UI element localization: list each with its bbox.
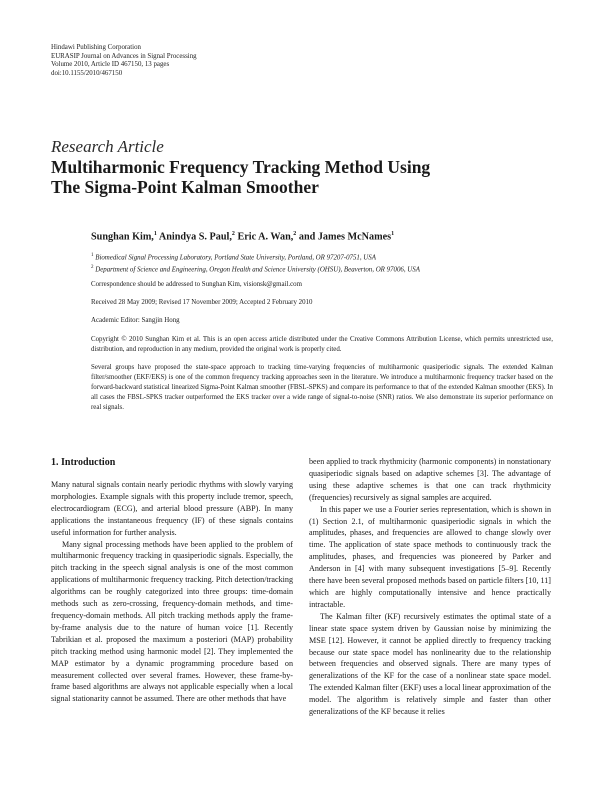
abstract: Several groups have proposed the state-space approach to tracking time-varying frequencies of multiharmonic quasiperiodic signals. The extended Kalman filter/smoother (EKF/EKS) is one of the common frequency tracking approaches seen in the literature. We introduce a multiharmonic frequency tracker based on the forward-backward statistical linearized Sigma-Point Kalman smoother (FBSL-SPKS) and compare its performance to that of the extended Kalman smoother (EKS). In all cases the FBSL-SPKS tracker outperformed the EKS tracker over a wide range of signal-to-noise (SNR) ratios. We also demonstrate its superior performance on real signals. [91,364,553,412]
affiliation-text: Biomedical Signal Processing Laboratory, Portland State University, Portland, OR 97207-0751, USA [95,254,376,262]
affiliations [91,251,420,276]
copyright-notice: Copyright © 2010 Sunghan Kim et al. This is an open access article distributed under the Creative Commons Attribution License, which permits unrestricted use, distribution, and reproduction in any medium, provided the original work is properly cited. [91,336,553,353]
author-affil-mark: 2 [231,231,235,237]
dates: Received 28 May 2009; Revised 17 November 2009; Accepted 2 February 2010 [91,299,313,306]
author-name: Anindya S. Paul, [156,231,232,243]
author-list [91,231,394,242]
title-line-2: The Sigma-Point Kalman Smoother [51,177,319,197]
author-affil-mark: 1 [153,231,157,237]
doi: doi:10.1155/2010/467150 [51,69,123,77]
affiliation-text: Department of Science and Engineering, Oregon Health and Science University (OHSU), Beaverton, OR 97006, USA [95,266,420,274]
paragraph: Many signal processing methods have been applied to the problem of multiharmonic frequency tracking in quasiperiodic signals. Especially, the pitch tracking in the speech signal analysis is one of the most common applications of multiharmonic frequency tracking. Pitch detection/tracking algorithms can be roughly categorized into three groups: time-domain methods such as zero-crossing, frequency-domain methods, and time-frequency-domain methods. All pitch tracking methods apply the frame-by-frame analysis due to the nature of human voice [1]. Recently Tabrikian et al. proposed the maximum a posteriori (MAP) probability pitch tracking method using harmonic model [2]. They implemented the MAP estimator by a dynamic programming procedure based on measurement collected over several frames. However, these frame-by-frame based algorithms are always not applicable especially when a local signal stationarity cannot be assumed. There are other methods that have [51,539,293,704]
author-name: and James McNames [296,231,392,243]
title-line-1: Multiharmonic Frequency Tracking Method Using [51,157,431,177]
volume-info: Volume 2010, Article ID 467150, 13 pages [51,61,170,69]
affiliation-1 [91,251,420,263]
paragraph: The Kalman filter (KF) recursively estimates the optimal state of a linear state space system driven by Gaussian noise by minimizing the MSE [12]. However, it cannot be applied directly to frequency tracking because our state space model has nonlinearity due to the relationship between frequencies and observed signals. There are many types of generalizations of the KF for the case of a nonlinear state space model. The extended Kalman filter (EKF) uses a local linear approximation of the model. The algorithm is relatively simple and faster than other generalizations of the KF because it relies [309,611,551,717]
section-heading-introduction: 1. Introduction [51,457,116,468]
right-column [309,456,551,718]
author-name: Sunghan Kim, [91,231,154,243]
journal-header [51,44,197,78]
affiliation-mark: 2 [91,265,94,271]
author-affil-mark: 1 [391,231,395,237]
paragraph: Many natural signals contain nearly periodic rhythms with slowly varying morphologies. Example signals with this property include tremor, speech, electrocardiogram (ECG), and arterial blood pressure (ABP). In many applications the instantaneous frequency (IF) of these signals contains useful information for further analysis. [51,480,293,537]
paragraph: been applied to track rhythmicity (harmonic components) in nonstationary quasiperiodic signals based on adaptive schemes [3]. The advantage of using these adaptive schemes is that one can track rhythmicity (frequencies) recursively as signal samples are acquired. [309,457,551,502]
academic-editor: Academic Editor: Sangjin Hong [91,317,180,324]
publisher: Hindawi Publishing Corporation [51,44,141,51]
affiliation-mark: 1 [91,253,94,258]
journal-name: EURASIP Journal on Advances in Signal Processing [51,52,197,60]
article-type: Research Article [51,137,164,156]
correspondence: Correspondence should be addressed to Sunghan Kim, visionsk@gmail.com [91,281,302,288]
paragraph: In this paper we use a Fourier series representation, which is shown in (1) Section 2.1, of multiharmonic quasiperiodic signals in which the amplitudes, phases, and frequencies are allowed to change slowly over time. The application of state space methods to continuously track the amplitudes, phases, and frequencies was pioneered by Parker and Anderson in [4] with many subsequent investigations [5–9]. Recently there have been several proposed methods based on particle filters [10, 11] which are highly computationally intensive and hence practically intractable. [309,504,551,609]
author-name: Eric A. Wan, [234,231,294,243]
author-affil-mark: 2 [293,231,297,237]
affiliation-2 [91,263,420,275]
left-column [51,456,293,705]
paper-title [51,157,551,197]
